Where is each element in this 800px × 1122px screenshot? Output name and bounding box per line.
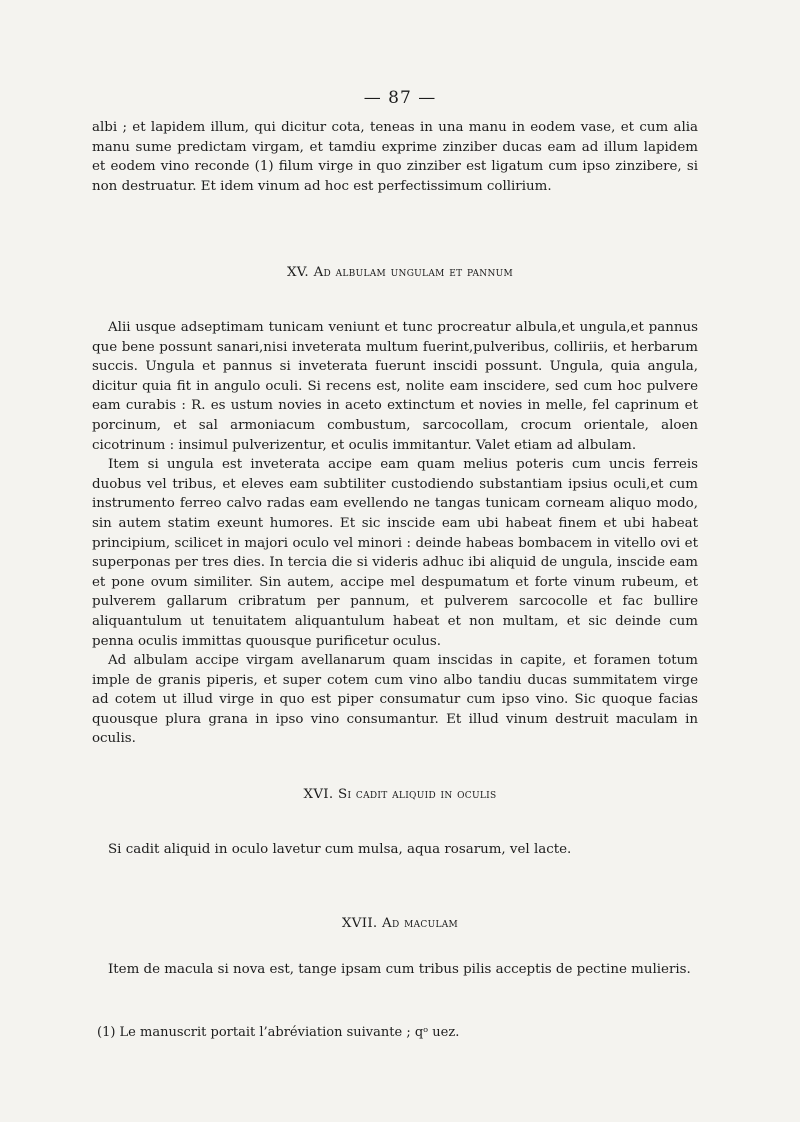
footnote: (1) Le manuscrit portait l’abréviation suivante ; qᵒ uez.: [97, 1025, 460, 1040]
paragraph: Item si ungula est inveterata accipe eam quam melius poteris cum uncis ferreis duobus vel tribus, et eleves eam subtiliter custodiendo substantiam ipsius oculi,et cum instrumento ferreo calvo radas eam evellendo ne tangas tunicam corneam aliquo modo, sin autem statim exeunt humores. Et sic inscide eam ubi habeat finem et ubi habeat principium, scilicet in majori oculo vel minori : deinde habeas bombacem in vitello ovi et superponas per tres dies. In tercia die si videris adhuc ibi aliquid de ungula, inscide eam et pone ovum similiter. Sin autem, accipe mel despumatum et forte vinum rubeum, et pulverem gallarum cribratum per pannum, et pulverem sarcocolle et fac bullire aliquantulum ut tenuitatem aliquantulum habeat et non multam, et sic deinde cum penna oculis immittas quousque purificetur oculus.: [92, 457, 698, 649]
section-title: Ad albulam ungulam et pannum: [313, 265, 514, 280]
section-heading-xvi: [0, 787, 800, 802]
section-heading-xv: [0, 265, 800, 280]
paragraph: Si cadit aliquid in oculo lavetur cum mulsa, aqua rosarum, vel lacte.: [108, 842, 572, 857]
section-body-xv: [92, 318, 698, 749]
section-title: Si cadit aliquid in oculis: [338, 787, 497, 802]
paragraph: Alii usque adseptimam tunicam veniunt et tunc procreatur albula,et ungula,et pannus que bene possunt sanari,nisi inveterata multum fuerint,pulveribus, colliriis, et herbarum succis. Ungula et pannus si inveterata fuerunt inscidi possunt. Ungula, quia angula, dicitur quia fit in angulo oculi. Si recens est, nolite eam inscidere, sed cum hoc pulvere eam curabis : R. es ustum novies in aceto extinctum et novies in melle, fel caprinum et porcinum, et sal armoniacum combustum, sarcocollam, crocum orientale, aloen cicotrinum : insimul pulverizentur, et oculis immitantur. Valet etiam ad albulam.: [92, 320, 698, 453]
section-number: XVI.: [303, 787, 334, 802]
section-number: XVII.: [341, 916, 378, 931]
paragraph: albi ; et lapidem illum, qui dicitur cota, teneas in una manu in eodem vase, et cum alia manu sume predictam virgam, et tamdiu exprime zinziber ducas eam ad illum lapidem et eodem vino reconde (1) filum virge in quo zinziber est ligatum cum ipso zinzibere, si non destruatur. Et idem vinum ad hoc est perfectissimum collirium.: [92, 120, 698, 194]
section-body-xvi: [92, 840, 698, 860]
paragraph: Ad albulam accipe virgam avellanarum quam inscidas in capite, et foramen totum imple de granis piperis, et super cotem cum vino albo tandiu ducas summitatem virge ad cotem ut illud virge in quo est piper consumatur cum ipso vino. Sic quoque facias quousque plura grana in ipso vino consumantur. Et illud vinum destruit maculam in oculis.: [92, 653, 698, 747]
section-heading-xvii: [0, 916, 800, 931]
paragraph: Item de macula si nova est, tange ipsam cum tribus pilis acceptis de pectine mulieris.: [108, 962, 691, 977]
section-number: XV.: [286, 265, 309, 280]
intro-paragraph: [92, 118, 698, 196]
section-title: Ad maculam: [382, 916, 459, 931]
section-body-xvii: [92, 960, 698, 980]
page-number: — 87 —: [363, 88, 437, 108]
